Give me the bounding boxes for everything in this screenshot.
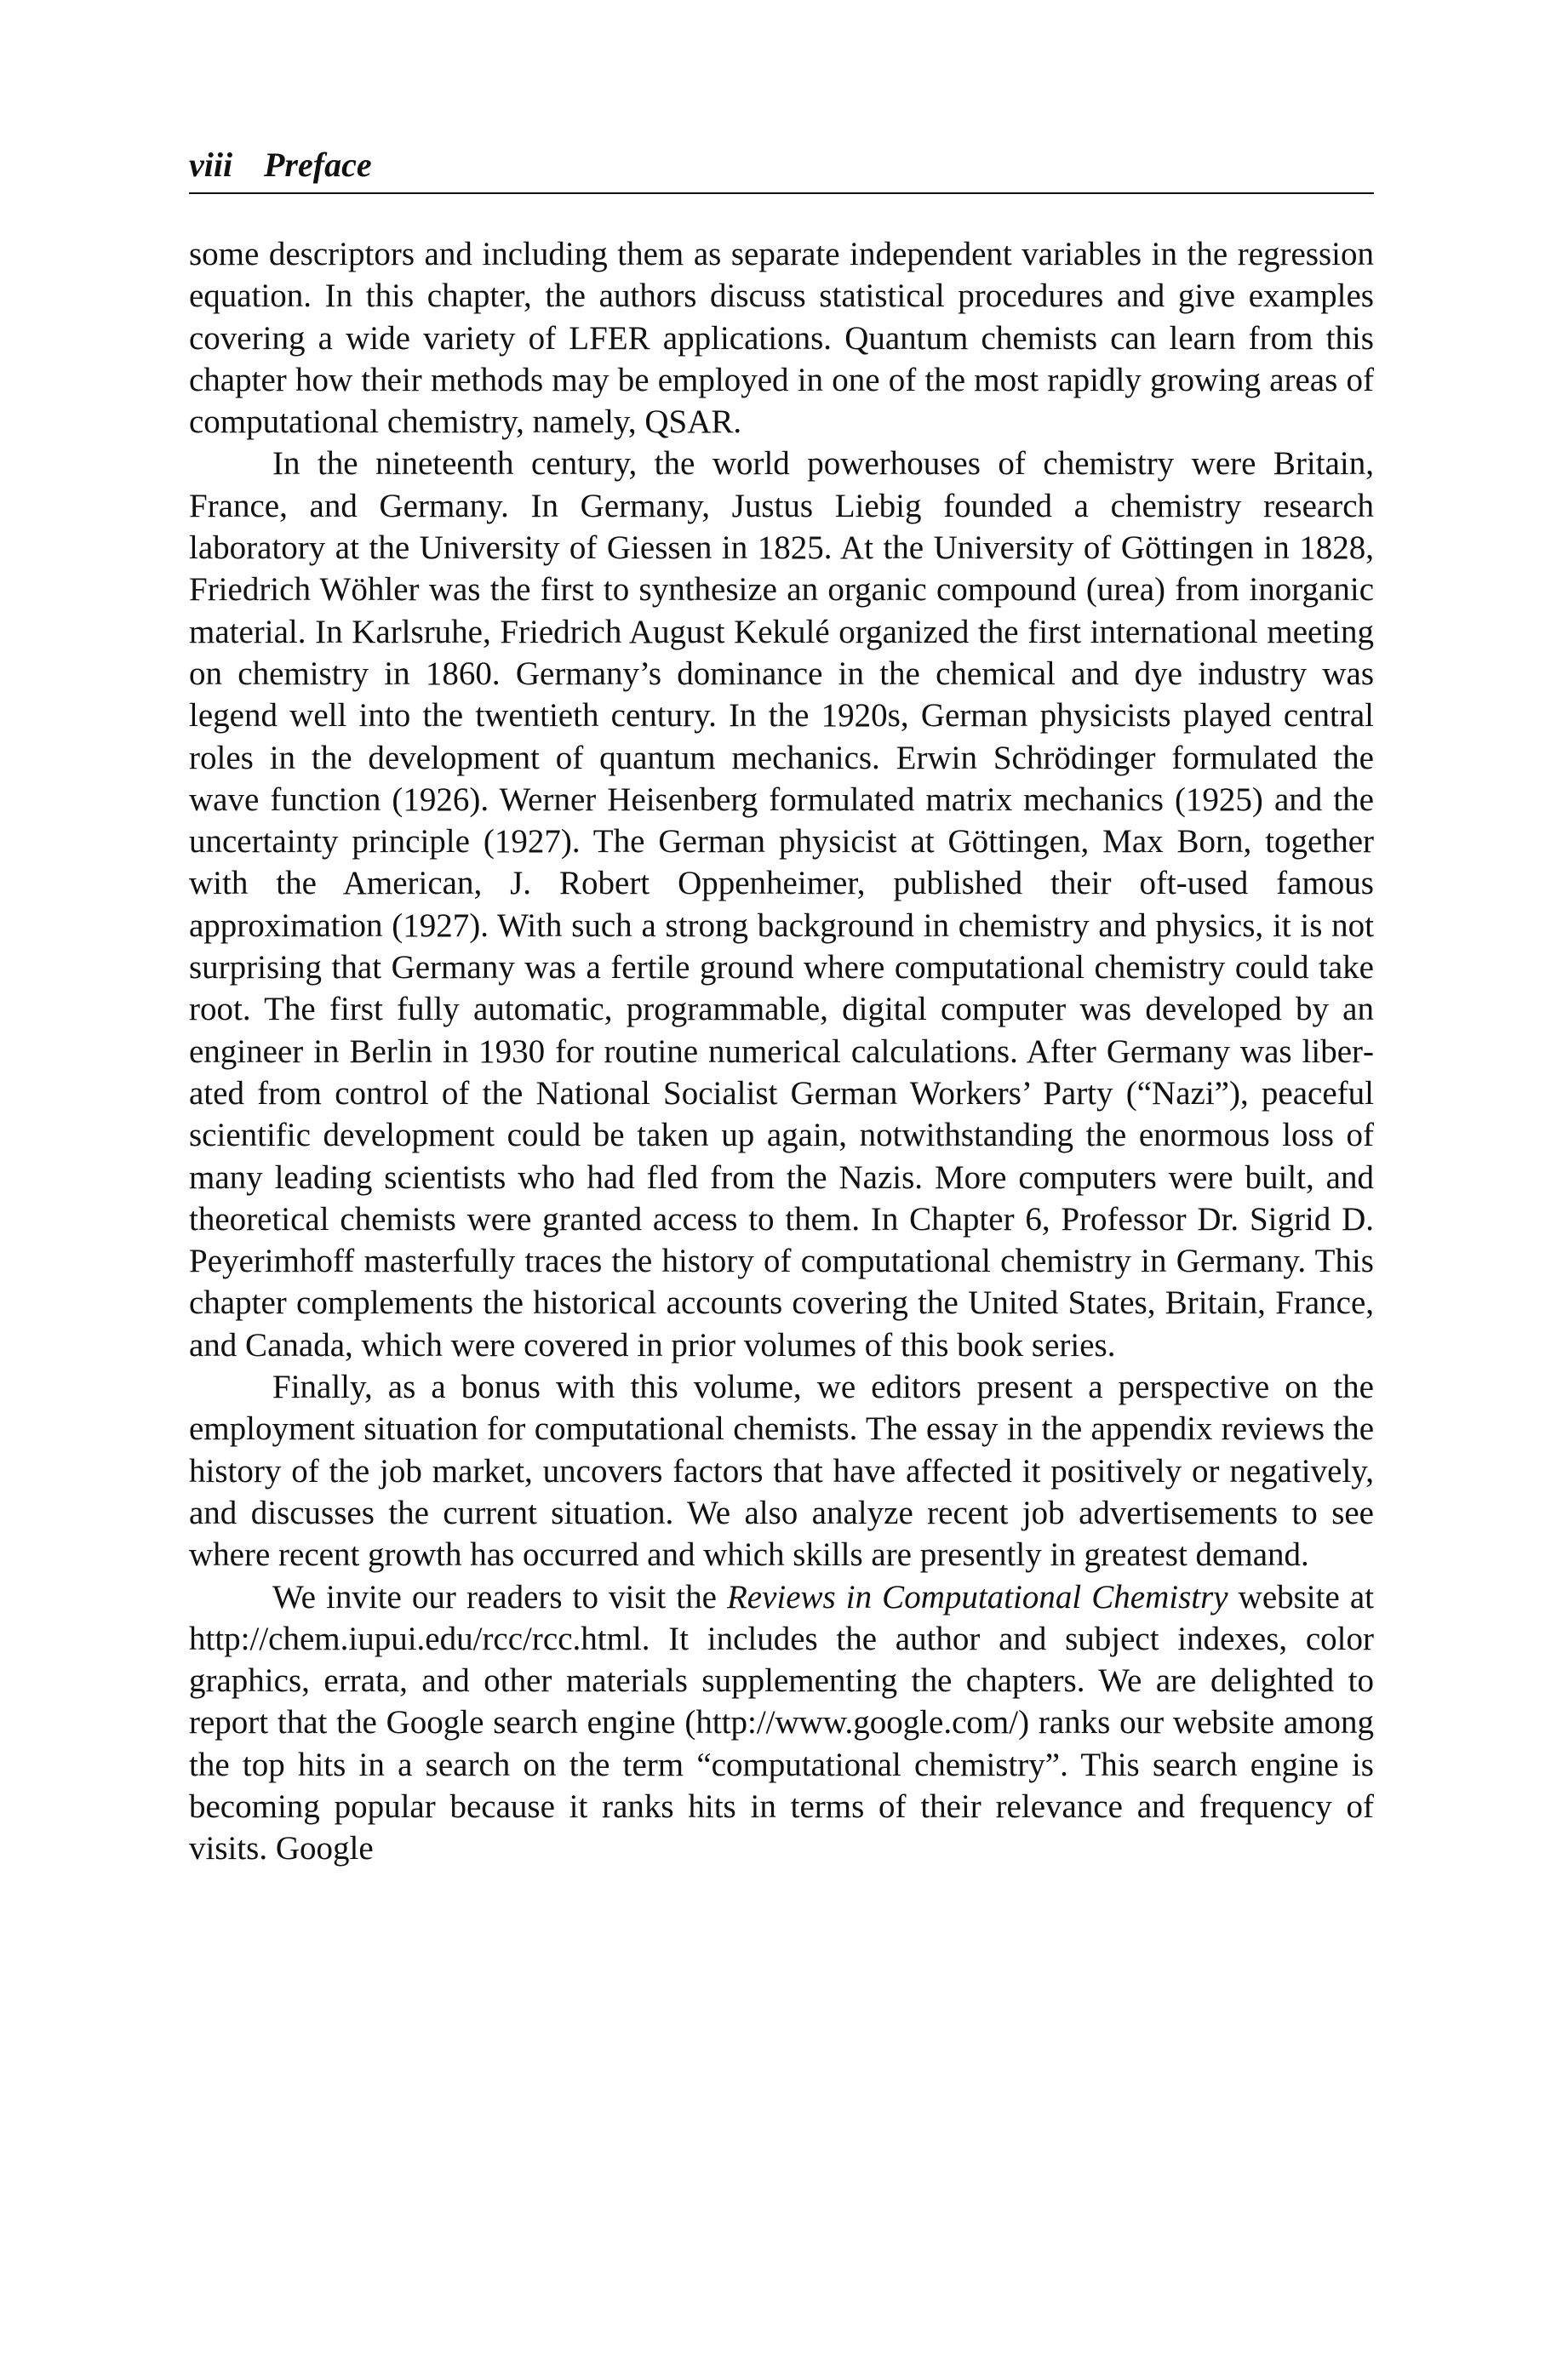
paragraph-website — [189, 1576, 1374, 1870]
body-text — [189, 233, 1374, 1870]
paragraph-job-market: Finally, as a bonus with this volume, we editors present a perspective on the employment situation for computational chemists. The essay in the appendix reviews the history of the job market, uncovers factors that have affected it positively or negatively, and discusses the current situation. We also analyze recent job advertisements to see where recent growth has occurred and which skills are presently in greatest demand. — [189, 1369, 1374, 1574]
page-number: viii — [189, 146, 233, 184]
book-series-title: Reviews in Computational Chemistry — [726, 1578, 1228, 1616]
section-title: Preface — [264, 146, 372, 184]
paragraph-website-rest: website at http://chem.iupui.edu/rcc/rcc.html. It includes the author and subject indexes, color graphics, errata, and other materials supplementing the chapters. We are delighted to report that the Google search engine (http://​www.google.com/) ranks our website among the top hits in a search on the term “computational chemistry”. This search engine is becoming popular because it ranks hits in terms of their relevance and frequency of visits. Google — [189, 1578, 1374, 1867]
book-page — [189, 145, 1374, 1870]
running-header — [189, 145, 1374, 194]
paragraph-website-lead: We invite our readers to visit the — [272, 1578, 727, 1616]
paragraph-germany-history: In the nineteenth century, the world powerhouses of chemistry were Britain, France, and Germany. In Germany, Justus Liebig founded a chemistry research laboratory at the University of Giessen in 1825. At the University of Göttingen in 1828, Friedrich Wöhler was the first to synthesize an organic compound (urea) from inorganic material. In Karlsruhe, Friedrich August Kekulé organized the first international meeting on chemistry in 1860. Germany’s dominance in the chemical and dye industry was legend well into the twentieth century. In the 1920s, German physicists played central roles in the development of quantum mechanics. Erwin Schrödinger formulated the wave function (1926). Werner Heisenberg formulated matrix mechanics (1925) and the uncertainty principle (1927). The German physicist at Göttingen, Max Born, together with the American, J. Robert Oppenheimer, published their oft-used famous approximation (1927). With such a strong background in chemistry and physics, it is not surprising that Germany was a fertile ground where computational chemistry could take root. The first fully automatic, programmable, digital computer was developed by an engineer in Berlin in 1930 for routine numerical calculations. After Germany was liberated from control of the National Socialist German Workers’ Party (“Nazi”), peaceful scientific development could be taken up again, notwithstanding the enormous loss of many leading scientists who had fled from the Nazis. More computers were built, and theoretical chemists were granted access to them. In Chapter 6, Professor Dr. Sigrid D. Peyerimhoff masterfully traces the history of computational chemistry in Germany. This chapter complements the historical accounts covering the United States, Britain, France, and Canada, which were covered in prior volumes of this book series. — [189, 445, 1374, 1364]
paragraph-continuation: some descriptors and including them as separate independent variables in the regression equation. In this chapter, the authors discuss statistical procedures and give examples covering a wide variety of LFER applications. Quantum chemists can learn from this chapter how their methods may be employed in one of the most rapidly growing areas of computational chemistry, namely, QSAR. — [189, 236, 1374, 441]
